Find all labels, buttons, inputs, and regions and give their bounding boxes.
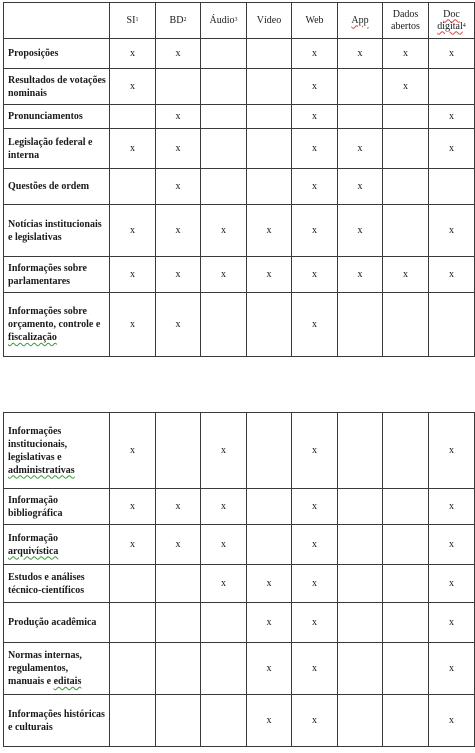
- mark-x: x: [312, 445, 317, 456]
- mark-x: x: [312, 81, 317, 92]
- mark-cell: [338, 205, 383, 257]
- mark-cell: [338, 643, 383, 695]
- mark-cell: [247, 105, 292, 129]
- mark-cell: [247, 525, 292, 565]
- mark-cell: [292, 293, 338, 357]
- mark-cell: [156, 105, 201, 129]
- mark-cell: [383, 643, 429, 695]
- row-label-text: Normas internas, regulamentos, manuais e editais: [8, 650, 82, 687]
- mark-cell: [429, 169, 475, 205]
- mark-cell: [201, 643, 247, 695]
- mark-cell: [338, 169, 383, 205]
- mark-cell: [338, 695, 383, 747]
- mark-cell: [110, 643, 156, 695]
- mark-cell: [429, 413, 475, 489]
- mark-cell: [338, 603, 383, 643]
- mark-cell: [429, 257, 475, 293]
- mark-cell: [156, 205, 201, 257]
- mark-x: x: [130, 539, 135, 550]
- mark-x: x: [221, 578, 226, 589]
- mark-x: x: [130, 81, 135, 92]
- mark-cell: [429, 69, 475, 105]
- mark-cell: [292, 565, 338, 603]
- mark-cell: [429, 39, 475, 69]
- mark-cell: [338, 489, 383, 525]
- mark-x: x: [449, 578, 454, 589]
- mark-x: x: [449, 143, 454, 154]
- mark-cell: [156, 39, 201, 69]
- mark-cell: [156, 489, 201, 525]
- mark-x: x: [175, 48, 181, 59]
- mark-cell: [201, 695, 247, 747]
- mark-cell: [201, 293, 247, 357]
- mark-cell: [247, 695, 292, 747]
- mark-cell: [247, 489, 292, 525]
- mark-cell: [247, 39, 292, 69]
- mark-x: x: [312, 663, 317, 674]
- table-row: [4, 105, 475, 129]
- mark-x: x: [175, 269, 181, 280]
- table-row: [4, 169, 475, 205]
- mark-cell: [110, 565, 156, 603]
- mark-x: x: [449, 48, 454, 59]
- mark-x: x: [266, 269, 272, 280]
- mark-x: x: [266, 617, 272, 628]
- mark-x: x: [130, 48, 135, 59]
- table-row: [4, 695, 475, 747]
- mark-x: x: [130, 225, 135, 236]
- mark-cell: [110, 39, 156, 69]
- mark-cell: [247, 293, 292, 357]
- row-label: [4, 643, 110, 695]
- mark-cell: [201, 257, 247, 293]
- mark-x: x: [357, 143, 363, 154]
- mark-x: x: [403, 81, 408, 92]
- table-row: [4, 257, 475, 293]
- table-row: [4, 413, 475, 489]
- mark-cell: [156, 565, 201, 603]
- mark-cell: [338, 413, 383, 489]
- mark-cell: [156, 525, 201, 565]
- mark-cell: [383, 105, 429, 129]
- mark-cell: [292, 205, 338, 257]
- mark-x: x: [449, 111, 454, 122]
- mark-cell: [247, 69, 292, 105]
- mark-cell: [292, 525, 338, 565]
- media-table-bottom: [3, 412, 475, 747]
- mark-cell: [247, 257, 292, 293]
- mark-cell: [110, 129, 156, 169]
- mark-x: x: [312, 143, 317, 154]
- mark-x: x: [175, 319, 181, 330]
- mark-x: x: [312, 111, 317, 122]
- table-row: [4, 525, 475, 565]
- mark-cell: [247, 205, 292, 257]
- mark-x: x: [449, 617, 454, 628]
- row-label-text: Estudos e análises técnico-científicos: [8, 571, 85, 596]
- mark-x: x: [221, 539, 226, 550]
- row-label: [4, 205, 110, 257]
- mark-cell: [201, 565, 247, 603]
- mark-cell: [247, 603, 292, 643]
- mark-cell: [383, 489, 429, 525]
- mark-x: x: [175, 181, 181, 192]
- mark-x: x: [175, 225, 181, 236]
- row-label-text: Informação bibliográfica: [8, 494, 63, 519]
- table-top-body: [4, 39, 475, 357]
- mark-x: x: [449, 539, 454, 550]
- row-label: [4, 565, 110, 603]
- mark-x: x: [130, 445, 135, 456]
- mark-x: x: [130, 319, 135, 330]
- mark-cell: [429, 525, 475, 565]
- mark-cell: [383, 129, 429, 169]
- mark-x: x: [130, 143, 135, 154]
- col-header-doc-digital: Doc digital$^4$: [429, 3, 475, 39]
- mark-cell: [338, 293, 383, 357]
- table-row: [4, 603, 475, 643]
- mark-cell: [383, 257, 429, 293]
- mark-x: x: [312, 269, 317, 280]
- mark-cell: [292, 105, 338, 129]
- mark-cell: [383, 413, 429, 489]
- mark-cell: [110, 525, 156, 565]
- row-label: [4, 169, 110, 205]
- col-header-bd: $BD^2$: [156, 3, 201, 39]
- mark-cell: [156, 293, 201, 357]
- row-label-text: Notícias institucionais e legislativas: [8, 218, 102, 243]
- mark-cell: [429, 565, 475, 603]
- mark-cell: [201, 39, 247, 69]
- mark-x: x: [221, 225, 226, 236]
- mark-cell: [292, 257, 338, 293]
- header-row: [4, 3, 475, 39]
- row-label: [4, 39, 110, 69]
- row-label-text: Questões de ordem: [8, 181, 90, 192]
- mark-cell: [201, 169, 247, 205]
- mark-cell: [201, 603, 247, 643]
- mark-cell: [429, 603, 475, 643]
- row-label-text: Proposições: [8, 48, 59, 59]
- mark-cell: [429, 129, 475, 169]
- mark-cell: [292, 413, 338, 489]
- mark-cell: [383, 69, 429, 105]
- mark-cell: [383, 39, 429, 69]
- row-label: [4, 293, 110, 357]
- mark-x: x: [449, 663, 454, 674]
- row-label: [4, 105, 110, 129]
- mark-cell: [201, 69, 247, 105]
- table-row: [4, 489, 475, 525]
- mark-cell: [383, 525, 429, 565]
- row-label-text: Informações sobre orçamento, controle e fiscalização: [8, 306, 101, 343]
- mark-x: x: [449, 715, 454, 726]
- table-row: [4, 205, 475, 257]
- mark-x: x: [175, 539, 181, 550]
- mark-cell: [110, 105, 156, 129]
- mark-x: x: [449, 225, 454, 236]
- mark-cell: [156, 257, 201, 293]
- mark-cell: [110, 257, 156, 293]
- row-label-text: Legislação federal e interna: [8, 136, 93, 161]
- col-header-si: $SI^1$: [110, 3, 156, 39]
- mark-cell: [156, 69, 201, 105]
- mark-x: x: [175, 111, 181, 122]
- mark-x: x: [357, 181, 363, 192]
- mark-x: x: [266, 715, 272, 726]
- mark-x: x: [357, 269, 363, 280]
- col-header-web: Web: [292, 3, 338, 39]
- table-bottom-body: [4, 413, 475, 747]
- corner-cell: [4, 3, 110, 39]
- mark-cell: [383, 293, 429, 357]
- mark-x: x: [449, 501, 454, 512]
- mark-x: x: [266, 225, 272, 236]
- mark-x: x: [357, 48, 363, 59]
- col-header-video: Vídeo: [247, 3, 292, 39]
- col-header-app: App: [338, 3, 383, 39]
- mark-cell: [292, 169, 338, 205]
- mark-cell: [110, 695, 156, 747]
- row-label-text: Informação arquivística: [8, 532, 59, 557]
- mark-cell: [201, 413, 247, 489]
- row-label: [4, 69, 110, 105]
- mark-cell: [338, 105, 383, 129]
- mark-x: x: [266, 578, 272, 589]
- mark-x: x: [449, 269, 454, 280]
- media-table-top: [3, 2, 475, 357]
- row-label: [4, 413, 110, 489]
- mark-cell: [247, 129, 292, 169]
- mark-cell: [247, 413, 292, 489]
- mark-x: x: [175, 143, 181, 154]
- row-label-text: Informações sobre parlamentares: [8, 262, 87, 287]
- mark-cell: [201, 205, 247, 257]
- row-label: [4, 257, 110, 293]
- mark-cell: [383, 603, 429, 643]
- mark-x: x: [312, 578, 317, 589]
- mark-cell: [338, 565, 383, 603]
- mark-cell: [338, 69, 383, 105]
- mark-x: x: [357, 225, 363, 236]
- mark-x: x: [403, 269, 408, 280]
- mark-x: x: [312, 617, 317, 628]
- table-row: [4, 293, 475, 357]
- mark-cell: [292, 39, 338, 69]
- row-label-text: Resultados de votações nominais: [8, 74, 106, 99]
- mark-cell: [383, 169, 429, 205]
- mark-cell: [156, 695, 201, 747]
- mark-x: x: [221, 501, 226, 512]
- mark-cell: [247, 169, 292, 205]
- mark-cell: [201, 489, 247, 525]
- mark-cell: [156, 129, 201, 169]
- mark-x: x: [312, 539, 317, 550]
- mark-cell: [292, 603, 338, 643]
- mark-cell: [110, 489, 156, 525]
- mark-cell: [292, 129, 338, 169]
- table-row: [4, 565, 475, 603]
- mark-x: x: [175, 501, 181, 512]
- mark-cell: [110, 205, 156, 257]
- row-label-text: Informações institucionais, legislativas e administrativas: [8, 425, 75, 476]
- mark-cell: [338, 129, 383, 169]
- mark-cell: [110, 293, 156, 357]
- row-label: [4, 525, 110, 565]
- mark-x: x: [312, 715, 317, 726]
- mark-cell: [383, 205, 429, 257]
- table-row: [4, 69, 475, 105]
- col-header-audio: Áudio$^3$: [201, 3, 247, 39]
- row-label: [4, 489, 110, 525]
- mark-cell: [110, 603, 156, 643]
- mark-cell: [292, 489, 338, 525]
- mark-cell: [429, 205, 475, 257]
- mark-cell: [383, 565, 429, 603]
- row-label-text: Produção acadêmica: [8, 617, 97, 628]
- mark-cell: [292, 695, 338, 747]
- col-header-dados-abertos: Dados abertos: [383, 3, 429, 39]
- table-row: [4, 39, 475, 69]
- mark-cell: [429, 489, 475, 525]
- mark-cell: [338, 525, 383, 565]
- mark-x: x: [312, 319, 317, 330]
- mark-x: x: [130, 501, 135, 512]
- mark-x: x: [266, 663, 272, 674]
- mark-cell: [292, 643, 338, 695]
- mark-cell: [156, 603, 201, 643]
- mark-cell: [110, 69, 156, 105]
- mark-x: x: [130, 269, 135, 280]
- row-label: [4, 695, 110, 747]
- row-label: [4, 603, 110, 643]
- mark-cell: [201, 105, 247, 129]
- mark-cell: [429, 695, 475, 747]
- mark-cell: [338, 257, 383, 293]
- mark-x: x: [403, 48, 408, 59]
- mark-cell: [292, 69, 338, 105]
- mark-cell: [247, 643, 292, 695]
- table-row: [4, 129, 475, 169]
- mark-cell: [429, 643, 475, 695]
- row-label-text: Informações históricas e culturais: [8, 708, 105, 733]
- mark-cell: [201, 525, 247, 565]
- table-row: [4, 643, 475, 695]
- mark-cell: [383, 695, 429, 747]
- mark-x: x: [221, 269, 226, 280]
- row-label: [4, 129, 110, 169]
- mark-x: x: [312, 48, 317, 59]
- mark-x: x: [221, 445, 226, 456]
- mark-cell: [156, 169, 201, 205]
- mark-cell: [201, 129, 247, 169]
- row-label-text: Pronunciamentos: [8, 111, 83, 122]
- mark-x: x: [449, 445, 454, 456]
- mark-x: x: [312, 501, 317, 512]
- mark-cell: [156, 643, 201, 695]
- mark-cell: [247, 565, 292, 603]
- mark-cell: [156, 413, 201, 489]
- mark-cell: [338, 39, 383, 69]
- mark-cell: [110, 413, 156, 489]
- mark-x: x: [312, 225, 317, 236]
- mark-cell: [110, 169, 156, 205]
- mark-cell: [429, 293, 475, 357]
- mark-cell: [429, 105, 475, 129]
- mark-x: x: [312, 181, 317, 192]
